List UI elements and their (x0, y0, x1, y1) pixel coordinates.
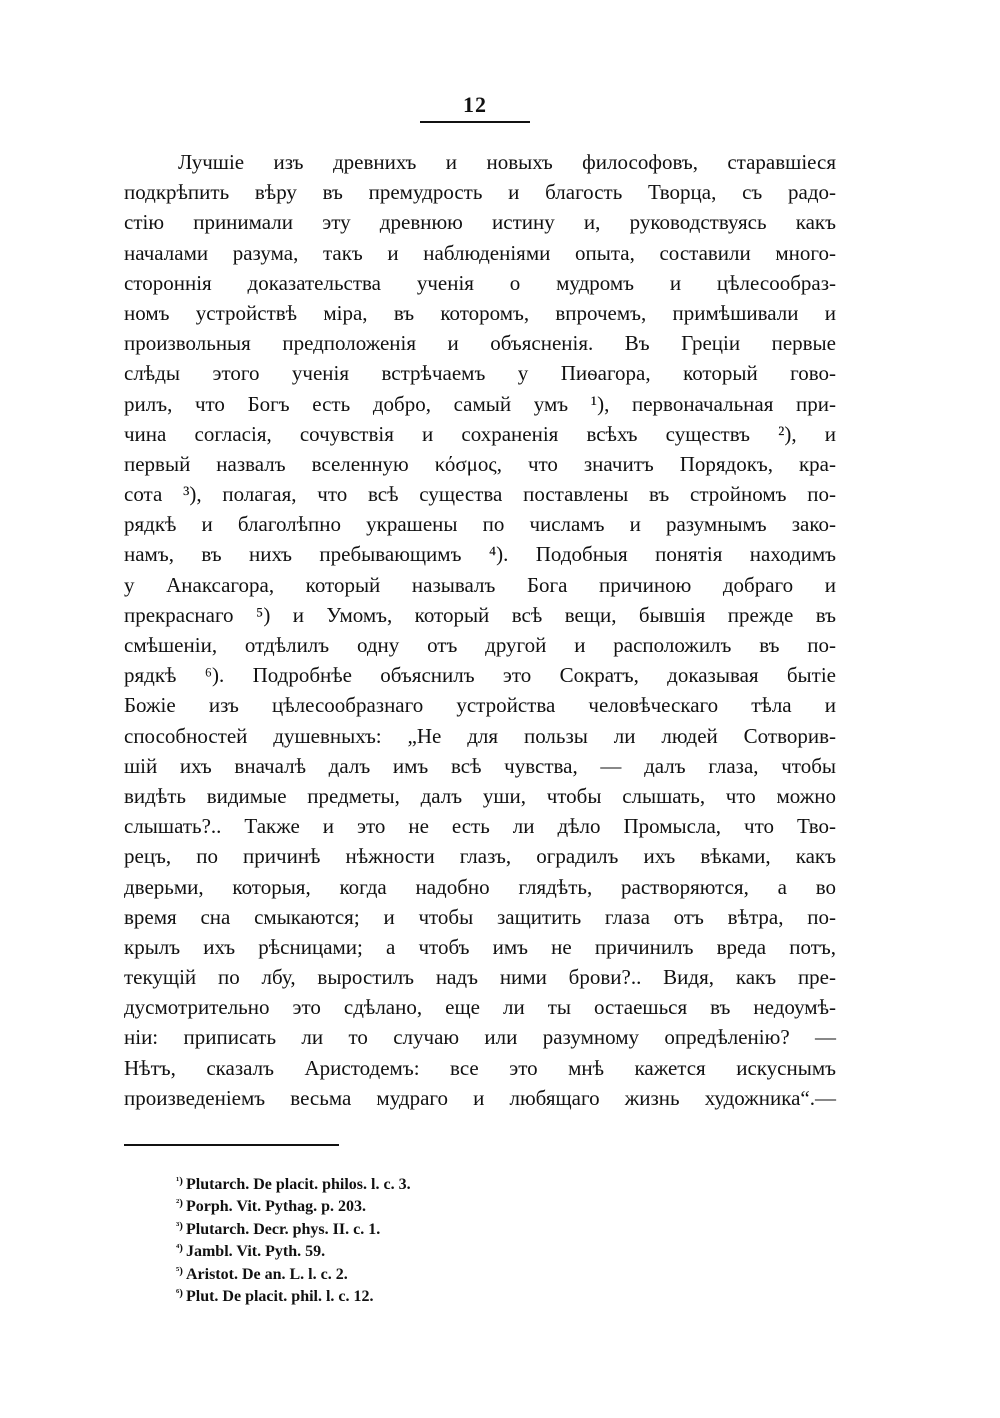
text-line: Лучшіе изъ древнихъ и новыхъ философовъ, старавшіеся (178, 150, 836, 174)
footnote-mark: ⁶) (176, 1286, 183, 1299)
footnotes (176, 1170, 576, 1304)
text-line: подкрѣпить вѣру въ премудрость и благость Творца, съ радо- (124, 180, 836, 205)
footnote (176, 1237, 576, 1259)
body-paragraph (124, 147, 836, 1113)
text-line: слѣды этого ученія встрѣчаемъ у Пиѳагора, который гово- (124, 361, 836, 386)
footnote-text: Plutarch. Decr. phys. II. c. 1. (185, 1220, 381, 1238)
text-line: произведеніемъ весьма мудраго и любящаго жизнь художника“.— (124, 1085, 836, 1110)
text-line: у Анаксагора, который называлъ Бога причиною добраго и (124, 572, 836, 597)
text-line: дверьми, которыя, когда надобно глядѣть, растворяются, а во (124, 874, 836, 899)
text-line: намъ, въ нихъ пребывающимъ ⁴). Подобныя понятія находимъ (124, 542, 836, 567)
footnote-text: Porph. Vit. Pythag. p. 203. (185, 1198, 366, 1216)
footnote (176, 1260, 576, 1282)
text-line: Божіе изъ цѣлесообразнаго устройства человѣческаго тѣла и (124, 693, 836, 718)
text-line: время сна смыкаются; и чтобы защитить глаза отъ вѣтра, по- (124, 904, 836, 929)
text-line: смѣшеніи, отдѣлилъ одну отъ другой и расположилъ въ по- (124, 633, 836, 657)
footnote (176, 1170, 576, 1192)
page-number: 12 (463, 92, 487, 117)
footnote-mark: ⁵) (176, 1264, 183, 1277)
text-line: рецъ, по причинѣ нѣжности глазъ, оградилъ ихъ вѣками, какъ (124, 844, 836, 869)
text-line: началами разума, такъ и наблюденіями опыта, составили много- (124, 240, 836, 265)
footnote-mark: ¹) (176, 1175, 183, 1187)
footnote-mark: ²) (176, 1197, 183, 1210)
text-line: стороннія доказательства ученія о мудромъ и цѣлесообраз- (124, 270, 836, 295)
text-line: текущій по лбу, выростилъ надъ ними брови?.. Видя, какъ пре- (124, 965, 836, 990)
text-line: прекраснаго ⁵) и Умомъ, который всѣ вещи, бывшія прежде въ (124, 602, 836, 627)
footnote-mark: ³) (176, 1219, 183, 1232)
footnote-text: Plut. De placit. phil. l. c. 12. (185, 1287, 374, 1305)
text-line: ніи: приписать ли то случаю или разумному опредѣленію? — (124, 1025, 836, 1050)
footnote-text: Plutarch. De placit. philos. l. c. 3. (185, 1176, 411, 1193)
footnote-mark: ⁴) (176, 1242, 183, 1255)
text-line: первый назвалъ вселенную κόσμος, что значитъ Порядокъ, кра- (124, 451, 836, 476)
footnote (176, 1215, 576, 1237)
text-line: видѣть видимые предметы, далъ уши, чтобы слышать, что можно (124, 783, 836, 808)
footnote (176, 1192, 576, 1214)
footnote (176, 1282, 576, 1304)
text-line: слышать?.. Также и это не есть ли дѣло Промысла, что Тво- (124, 814, 836, 839)
text-line: Нѣтъ, сказалъ Аристодемъ: все это мнѣ кажется искуснымъ (124, 1055, 836, 1080)
footnote-text: Aristot. De an. L. l. c. 2. (185, 1265, 348, 1283)
text-line: стію принимали эту древнюю истину и, руководствуясь какъ (124, 210, 836, 235)
text-line: способностей душевныхъ: „Не для пользы ли людей Сотворив- (124, 723, 836, 748)
text-line: крылъ ихъ рѣсницами; а чтобъ имъ не причинилъ вреда потъ, (124, 934, 836, 959)
text-line: дусмотрительно это сдѣлано, еще ли ты остаешься въ недоумѣ- (124, 995, 836, 1020)
text-line: рядкѣ ⁶). Подробнѣе объяснилъ это Сократъ, доказывая бытіе (124, 663, 836, 688)
text-line: рядкѣ и благолѣпно украшены по числамъ и разумнымъ зако- (124, 512, 836, 537)
page-number-rule (420, 121, 530, 123)
text-line: чина согласія, сочувствія и сохраненія всѣхъ существъ ²), и (124, 421, 836, 446)
text-line: произвольныя предположенія и объясненія. Въ Греціи первые (124, 331, 836, 356)
text-line: рилъ, что Богъ есть добро, самый умъ ¹), первоначальная при- (124, 391, 836, 416)
text-line: шій ихъ вначалѣ далъ имъ всѣ чувства, — далъ глаза, чтобы (124, 753, 836, 778)
footnote-text: Jambl. Vit. Pyth. 59. (185, 1243, 326, 1261)
text-line: сота ³), полагая, что всѣ существа поставлены въ стройномъ по- (124, 482, 836, 507)
footnote-separator (124, 1144, 339, 1146)
text-line: номъ устройствѣ міра, въ которомъ, впрочемъ, примѣшивали и (124, 300, 836, 325)
